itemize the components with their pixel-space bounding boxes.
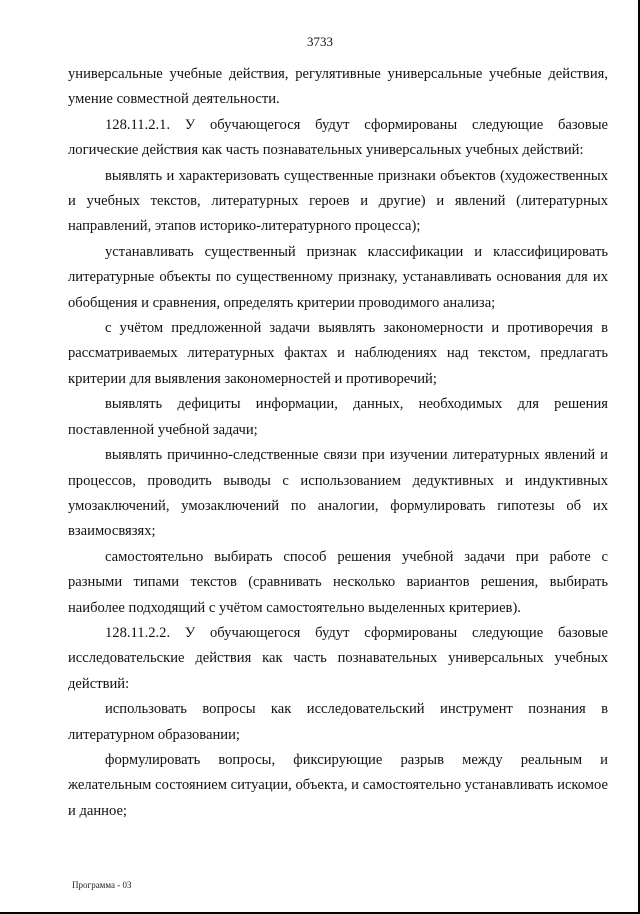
paragraph: с учётом предложенной задачи выявлять закономерности и противоречия в рассматриваемых литературных фактах и наблюдениях над текстом, предлагать критерии для выявления закономерностей и противоречий; (68, 320, 608, 387)
footer-label: Программа - 03 (72, 880, 132, 890)
paragraph: 128.11.2.1. У обучающегося будут сформированы следующие базовые логические действия как часть познавательных универсальных учебных действий: (68, 116, 608, 159)
paragraph: формулировать вопросы, фиксирующие разрыв между реальным и желательным состоянием ситуации, объекта, и самостоятельно устанавливать искомое и данное; (68, 751, 608, 819)
paragraph: выявлять и характеризовать существенные признаки объектов (художественных и учебных текстов, литературных героев и другие) и явлений (литературных направлений, этапов историко-литературного процесса); (68, 167, 608, 235)
paragraph: самостоятельно выбирать способ решения учебной задачи при работе с разными типами текстов (сравнивать несколько вариантов решения, выбирать наиболее подходящий с учётом самостоятельно выделенных критериев). (68, 548, 608, 616)
paragraph: выявлять дефициты информации, данных, необходимых для решения поставленной учебной задачи; (68, 396, 608, 438)
document-body (68, 62, 608, 824)
paragraph: 128.11.2.2. У обучающегося будут сформированы следующие базовые исследовательские действия как часть познавательных универсальных учебных действий: (68, 624, 608, 692)
paragraph: выявлять причинно-следственные связи при изучении литературных явлений и процессов, проводить выводы с использованием дедуктивных и индуктивных умозаключений, умозаключений по аналогии, формулировать гипотезы об их взаимосвязях; (68, 447, 608, 540)
page-number: 3733 (307, 34, 333, 49)
paragraph: использовать вопросы как исследовательский инструмент познания в литературном образовании; (68, 701, 608, 743)
paragraph: устанавливать существенный признак классификации и классифицировать литературные объекты по существенному признаку, устанавливать основания для их обобщения и сравнения, определять критерии проводимого анализа; (68, 243, 608, 311)
paragraph: универсальные учебные действия, регулятивные универсальные учебные действия, умение совместной деятельности. (68, 66, 608, 108)
